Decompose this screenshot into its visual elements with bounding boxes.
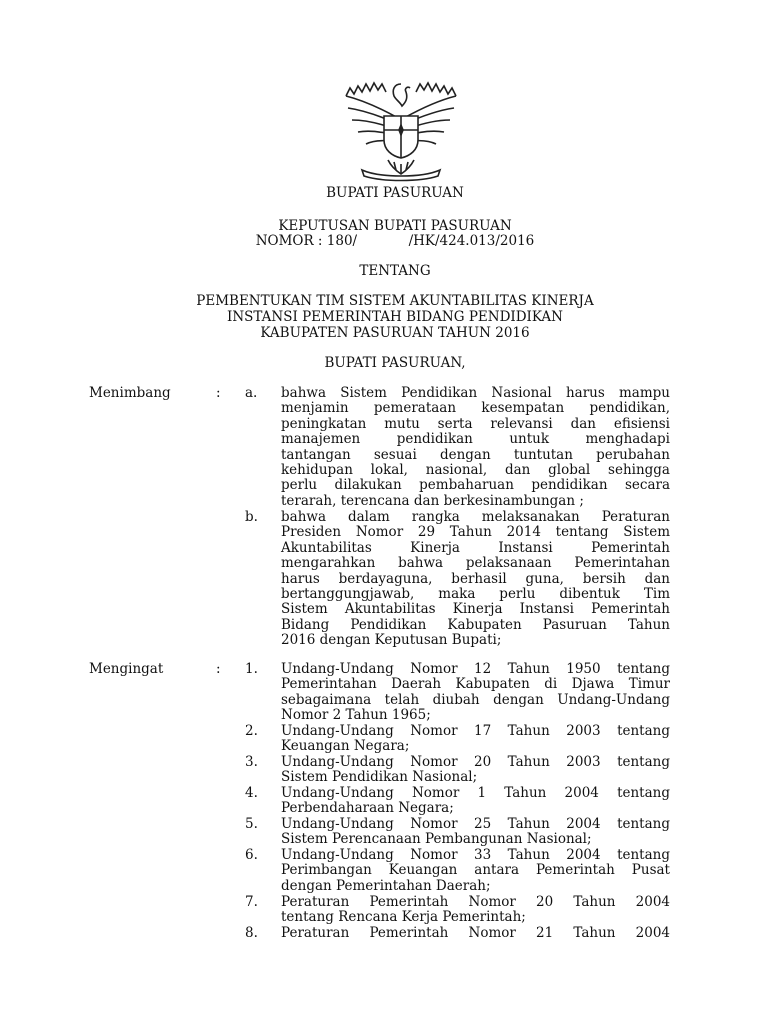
text-line: dengan Pemerintahan Daerah; xyxy=(281,877,491,894)
section-colon: : xyxy=(216,385,221,401)
text-line: Pemerintahan Daerah Kabupaten di Djawa Timur xyxy=(281,676,670,693)
mengingat-item-5 xyxy=(281,817,670,848)
subject-line: INSTANSI PEMERINTAH BIDANG PENDIDIKAN xyxy=(227,309,563,325)
text-line: Nomor 2 Tahun 1965; xyxy=(281,707,431,724)
text-line: bertanggungjawab, maka perlu dibentuk Tim xyxy=(281,586,670,603)
text-line: Perbendaharaan Negara; xyxy=(281,800,454,817)
text-line: Undang-Undang Nomor 25 Tahun 2004 tentang xyxy=(281,816,670,832)
item-marker: 8. xyxy=(245,925,258,941)
item-marker: 2. xyxy=(245,723,258,739)
text-line: Peraturan Pemerintah Nomor 20 Tahun 2004 xyxy=(281,894,670,910)
mengingat-item-4 xyxy=(281,786,670,817)
text-line: Sistem Perencanaan Pembangunan Nasional; xyxy=(281,831,592,848)
text-line: Undang-Undang Nomor 33 Tahun 2004 tentang xyxy=(281,847,670,863)
mengingat-item-8 xyxy=(281,926,670,941)
mengingat-item-7 xyxy=(281,895,670,926)
text-line: terarah, terencana dan berkesinambungan ; xyxy=(281,492,584,509)
mengingat-item-3 xyxy=(281,755,670,786)
item-marker: b. xyxy=(245,509,258,525)
menimbang-label: Menimbang xyxy=(89,385,171,401)
subject-line: PEMBENTUKAN TIM SISTEM AKUNTABILITAS KINERJA xyxy=(196,293,594,309)
item-marker: 7. xyxy=(245,894,258,910)
text-line: Undang-Undang Nomor 12 Tahun 1950 tentang xyxy=(281,661,670,677)
text-line: perlu dilakukan pembaharuan pendidikan secara xyxy=(281,477,670,494)
item-marker: 3. xyxy=(245,754,258,770)
mengingat-item-6 xyxy=(281,848,670,894)
mengingat-item-1 xyxy=(281,662,670,724)
text-line: peningkatan mutu serta relevansi dan efisiensi xyxy=(281,415,670,432)
text-line: manajemen pendidikan untuk menghadapi xyxy=(281,431,670,448)
menimbang-item-b xyxy=(281,510,670,649)
item-marker: 5. xyxy=(245,816,258,832)
menimbang-item-a xyxy=(281,386,670,509)
item-marker: 6. xyxy=(245,847,258,863)
text-line: sebagaimana telah diubah dengan Undang-Undang xyxy=(281,691,670,708)
text-line: Bidang Pendidikan Kabupaten Pasuruan Tahun xyxy=(281,616,670,633)
text-line: Perimbangan Keuangan antara Pemerintah Pusat xyxy=(281,862,670,879)
text-line: Peraturan Pemerintah Nomor 21 Tahun 2004 xyxy=(281,925,670,941)
about-heading: TENTANG xyxy=(359,263,431,279)
text-line: Undang-Undang Nomor 17 Tahun 2003 tentang xyxy=(281,723,670,739)
text-line: bahwa dalam rangka melaksanakan Peraturan xyxy=(281,509,670,525)
mengingat-label: Mengingat xyxy=(89,661,164,677)
text-line: kehidupan lokal, nasional, dan global sehingga xyxy=(281,462,670,479)
issuer-heading: BUPATI PASURUAN, xyxy=(324,355,466,371)
text-line: harus berdayaguna, berhasil guna, bersih dan xyxy=(281,570,670,587)
item-marker: 4. xyxy=(245,785,258,801)
text-line: Keuangan Negara; xyxy=(281,738,410,755)
item-marker: a. xyxy=(245,385,258,401)
text-line: tentang Rencana Kerja Pemerintah; xyxy=(281,909,526,926)
subject-line: KABUPATEN PASURUAN TAHUN 2016 xyxy=(260,325,530,341)
text-line: Presiden Nomor 29 Tahun 2014 tentang Sistem xyxy=(281,524,670,541)
decree-number: NOMOR : 180/ /HK/424.013/2016 xyxy=(255,233,535,249)
section-colon: : xyxy=(216,661,221,677)
text-line: 2016 dengan Keputusan Bupati; xyxy=(281,632,502,649)
item-marker: 1. xyxy=(245,661,258,677)
text-line: bahwa Sistem Pendidikan Nasional harus mampu xyxy=(281,385,670,401)
decree-title: KEPUTUSAN BUPATI PASURUAN xyxy=(278,218,512,234)
text-line: tantangan sesuai dengan tuntutan perubahan xyxy=(281,446,670,463)
text-line: mengarahkan bahwa pelaksanaan Pemerintahan xyxy=(281,555,670,572)
text-line: Sistem Pendidikan Nasional; xyxy=(281,769,478,786)
text-line: Undang-Undang Nomor 1 Tahun 2004 tentang xyxy=(281,785,670,801)
text-line: Akuntabilitas Kinerja Instansi Pemerintah xyxy=(281,539,670,556)
text-line: Sistem Akuntabilitas Kinerja Instansi Pemerintah xyxy=(281,601,670,618)
text-line: Undang-Undang Nomor 20 Tahun 2003 tentang xyxy=(281,754,670,770)
mengingat-item-2 xyxy=(281,724,670,755)
institution-heading: BUPATI PASURUAN xyxy=(326,185,464,201)
garuda-emblem-icon xyxy=(340,78,462,182)
text-line: menjamin pemerataan kesempatan pendidikan, xyxy=(281,400,670,417)
